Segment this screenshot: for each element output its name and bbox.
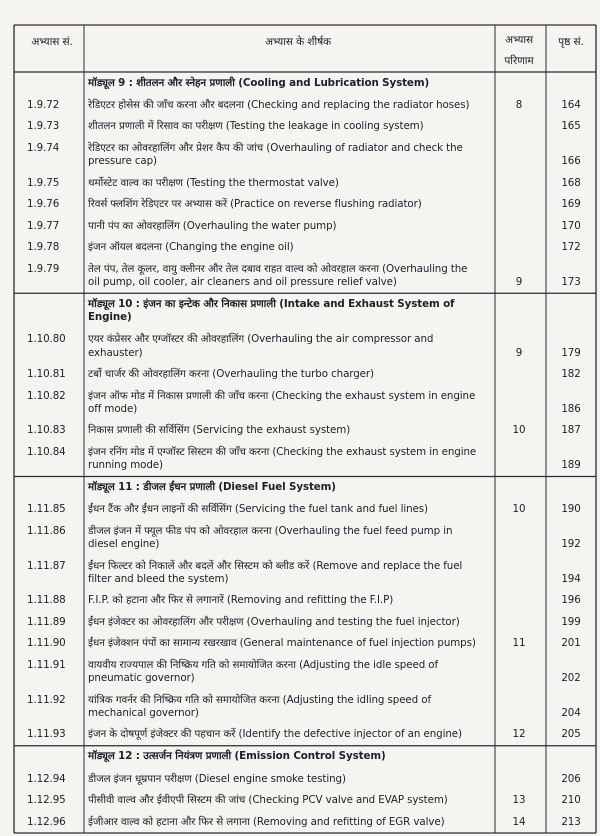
module-title: मॉड्यूल 10 : इंजन का इन्टेक और निकास प्रणाली (Intake and Exhaust System of	[88, 297, 455, 310]
exercise-number: 1.10.84	[27, 445, 66, 458]
page-number: 205	[561, 728, 581, 741]
exercise-title: ईंधन टैंक और ईंधन लाइनों की सर्विसिंग (Servicing the fuel tank and fuel lines)	[88, 503, 428, 516]
exercise-title: एयर कंप्रेसर और एग्जॉस्टर की ओवरहालिंग (Overhauling the air compressor and	[88, 333, 434, 346]
page-number: 204	[561, 706, 581, 719]
exercise-title: diesel engine)	[88, 538, 160, 551]
exercise-title: ईंधन फिल्टर को निकालें और बदलें और सिस्टम को ब्लीड करें (Remove and replace the fuel	[88, 559, 463, 572]
exercise-title: ईंधन इंजेक्शन पंपों का सामान्य रखरखाव (General maintenance of fuel injection pumps)	[88, 637, 476, 650]
exercise-title: निकास प्रणाली की सर्विसिंग (Servicing the exhaust system)	[88, 424, 351, 437]
header-exercise-outcome-line1: अभ्यास	[505, 34, 533, 46]
exercise-number: 1.9.77	[27, 219, 60, 232]
exercise-number: 1.11.91	[27, 658, 66, 671]
module-title: Engine)	[88, 311, 132, 324]
exercise-title: डीजल इंजन में फ्यूल फीड पंप को ओवरहाल करना (Overhauling the fuel feed pump in	[88, 524, 453, 537]
page-number: 194	[561, 572, 581, 585]
exercise-number: 1.10.81	[27, 368, 66, 381]
exercise-title: शीतलन प्रणाली में रिसाव का परीक्षण (Testing the leakage in cooling system)	[88, 120, 424, 133]
exercise-outcome: 9	[515, 346, 523, 359]
exercise-title: F.I.P. को हटाना और फिर से लगानारें (Removing and refitting the F.I.P)	[88, 594, 394, 607]
exercise-number: 1.11.88	[27, 594, 66, 607]
exercise-title: इंजन के दोषपूर्ण इंजेक्टर की पहचान करें (Identify the defective injector of an engine)	[88, 728, 462, 741]
page-number: 166	[561, 155, 581, 168]
page-number: 170	[561, 219, 581, 232]
exercise-outcome: 14	[512, 815, 526, 828]
exercise-title: तेल पंप, तेल कूलर, वायु क्लीनर और तेल दबाव राहत वाल्व को ओवरहाल करना (Overhauling the	[88, 262, 468, 275]
page-number: 196	[561, 594, 581, 607]
page-number: 182	[561, 368, 581, 381]
page-number: 168	[561, 176, 581, 189]
page-number: 202	[561, 672, 581, 685]
exercise-number: 1.12.94	[27, 772, 66, 785]
exercise-number: 1.10.82	[27, 389, 66, 402]
exercise-number: 1.11.85	[27, 503, 66, 516]
exercise-outcome: 10	[512, 424, 526, 437]
exercise-title: इंजन ऑफ मोड में निकास प्रणाली की जाँच करना (Checking the exhaust system in engine	[88, 389, 476, 402]
page-number: 190	[561, 503, 581, 516]
exercise-number: 1.9.73	[27, 120, 60, 133]
exercise-number: 1.11.92	[27, 693, 66, 706]
exercise-outcome: 12	[512, 728, 526, 741]
exercise-number: 1.11.93	[27, 728, 66, 741]
page-number: 164	[561, 98, 581, 111]
exercise-title: exhauster)	[88, 346, 143, 359]
exercise-number: 1.11.87	[27, 559, 66, 572]
exercise-number: 1.12.96	[27, 815, 66, 828]
exercise-number: 1.12.95	[27, 794, 66, 807]
page-number: 206	[561, 772, 581, 785]
module-title: मॉड्यूल 11 : डीजल ईंधन प्रणाली (Diesel Fuel System)	[88, 481, 336, 494]
exercise-title: ईजीआर वाल्व को हटाना और फिर से लगाना (Removing and refitting of EGR valve)	[88, 815, 445, 828]
exercise-number: 1.9.75	[27, 176, 60, 189]
module-title: मॉड्यूल 12 : उत्सर्जन नियंत्रण प्रणाली (Emission Control System)	[88, 750, 386, 763]
exercise-title: पीसीवी वाल्व और ईवीएपी सिस्टम की जांच (Checking PCV valve and EVAP system)	[88, 794, 448, 807]
page-number: 179	[561, 346, 581, 359]
exercise-title: इंजन ऑयल बदलना (Changing the engine oil)	[88, 241, 294, 254]
exercise-title: डीजल इंजन धूम्रपान परीक्षण (Diesel engine smoke testing)	[88, 772, 346, 785]
exercise-title: रेडिएटर का ओवरहालिंग और प्रेशर कैप की जांच (Overhauling of radiator and check the	[88, 141, 463, 154]
exercise-number: 1.9.78	[27, 241, 60, 254]
exercise-outcome: 8	[515, 98, 523, 111]
exercise-title: यांत्रिक गवर्नर की निष्क्रिय गति को समायोजित करना (Adjusting the idling speed of	[88, 693, 431, 706]
exercise-outcome: 9	[515, 275, 523, 288]
exercise-number: 1.11.89	[27, 615, 66, 628]
exercise-outcome: 13	[512, 794, 526, 807]
exercise-title: filter and bleed the system)	[88, 572, 229, 585]
page-number: 213	[561, 815, 581, 828]
page-number: 173	[561, 275, 581, 288]
exercise-outcome: 10	[512, 503, 526, 516]
exercise-number: 1.10.80	[27, 333, 66, 346]
exercise-title: पानी पंप का ओवरहालिंग (Overhauling the water pump)	[88, 219, 337, 232]
page-number: 186	[561, 402, 581, 415]
page-number: 210	[561, 794, 581, 807]
exercise-title: ईंधन इंजेक्टर का ओवरहालिंग और परीक्षण (Overhauling and testing the fuel injector)	[88, 615, 460, 628]
page-number: 201	[561, 637, 581, 650]
exercise-title: वायवीय राज्यपाल की निष्क्रिय गति को समायोजित करना (Adjusting the idle speed of	[88, 658, 439, 671]
exercise-title: pneumatic governor)	[88, 672, 195, 685]
exercise-outcome: 11	[512, 637, 526, 650]
page-number: 187	[561, 424, 581, 437]
page-number: 165	[561, 120, 581, 133]
exercise-number: 1.9.79	[27, 262, 60, 275]
module-title: मॉड्यूल 9 : शीतलन और स्नेहन प्रणाली (Cooling and Lubrication System)	[88, 76, 430, 89]
exercise-title: टर्बो चार्जर की ओवरहालिंग करना (Overhauling the turbo charger)	[88, 368, 374, 381]
exercise-number: 1.9.76	[27, 198, 60, 211]
exercise-title: oil pump, oil cooler, air cleaners and oil pressure relief valve)	[88, 275, 397, 288]
page-number: 199	[561, 615, 581, 628]
exercise-title: pressure cap)	[88, 155, 157, 168]
exercise-title: running mode)	[88, 459, 163, 472]
exercise-number: 1.10.83	[27, 424, 66, 437]
exercise-title: इंजन रनिंग मोड में एग्जॉस्ट सिस्टम की जाँच करना (Checking the exhaust system in engine	[88, 445, 477, 458]
exercise-title: mechanical governor)	[88, 706, 199, 719]
exercise-number: 1.11.90	[27, 637, 66, 650]
exercise-title: रेडिएटर होसेस की जाँच करना और बदलना (Checking and replacing the radiator hoses)	[88, 98, 470, 111]
page-number: 169	[561, 198, 581, 211]
page-number: 192	[561, 538, 581, 551]
exercise-number: 1.9.74	[27, 141, 60, 154]
exercise-number: 1.11.86	[27, 524, 66, 537]
header-exercise-title: अभ्यास के शीर्षक	[264, 36, 332, 48]
header-page-no: पृष्ठ सं.	[558, 36, 584, 48]
header-exercise-no: अभ्यास सं.	[31, 36, 73, 48]
exercise-title: off mode)	[88, 402, 138, 415]
exercise-number: 1.9.72	[27, 98, 60, 111]
page-number: 172	[561, 241, 581, 254]
exercise-title: थर्मोस्टेट वाल्व का परीक्षण (Testing the thermostat valve)	[88, 176, 339, 189]
exercise-title: रिवर्स फ्लशिंग रेडिएटर पर अभ्यास करें (Practice on reverse flushing radiator)	[88, 198, 422, 211]
header-exercise-outcome-line2: परिणाम	[504, 55, 534, 67]
page-number: 189	[561, 459, 581, 472]
